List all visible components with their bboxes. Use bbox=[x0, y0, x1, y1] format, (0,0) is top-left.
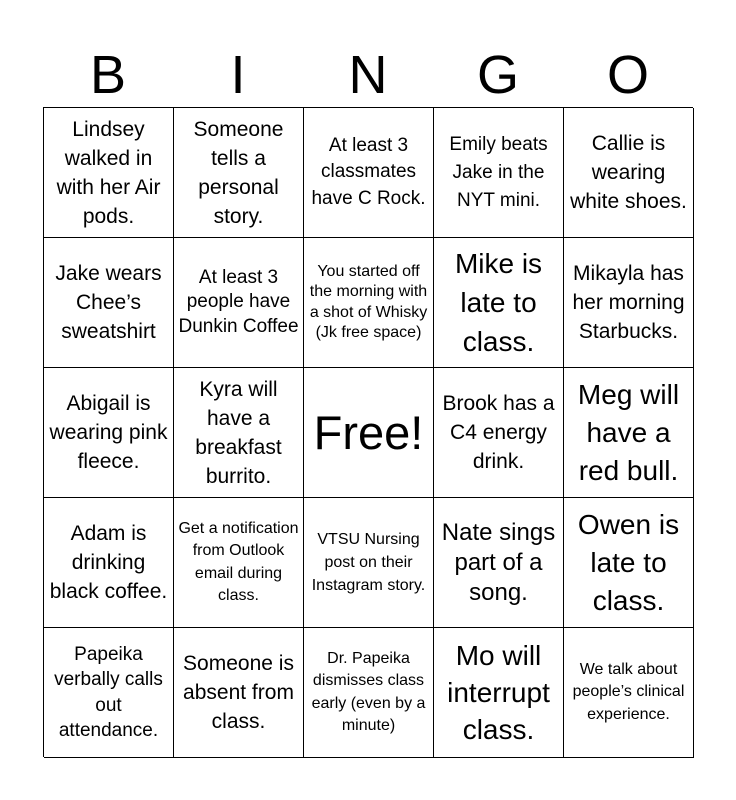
cell-text: Abigail is wearing pink fleece. bbox=[49, 392, 168, 473]
cell-text: Papeika verbally calls out attendance. bbox=[54, 643, 163, 741]
cell-text: Someone is absent from class. bbox=[183, 652, 294, 733]
bingo-cell[interactable] bbox=[434, 368, 564, 498]
bingo-cell[interactable] bbox=[44, 368, 174, 498]
bingo-cell[interactable] bbox=[174, 368, 304, 498]
bingo-cell[interactable] bbox=[564, 368, 694, 498]
bingo-cell[interactable] bbox=[174, 238, 304, 368]
cell-text: Emily beats Jake in the NYT mini. bbox=[449, 133, 548, 211]
bingo-cell[interactable] bbox=[174, 628, 304, 758]
cell-text: Get a notification from Outlook email during class. bbox=[178, 519, 299, 604]
bingo-cell[interactable] bbox=[174, 108, 304, 238]
free-space-text: Free! bbox=[313, 405, 424, 459]
cell-text: Jake wears Chee’s sweatshirt bbox=[55, 262, 162, 343]
header-letter-g: G bbox=[476, 45, 519, 105]
cell-text: Mike is late to class. bbox=[454, 248, 543, 357]
bingo-cell[interactable] bbox=[44, 108, 174, 238]
bingo-cell[interactable] bbox=[564, 238, 694, 368]
header-letter-b: B bbox=[89, 45, 127, 105]
cell-text: You started off the morning with a shot of Whisky (Jk free space) bbox=[309, 262, 428, 341]
bingo-cell[interactable] bbox=[304, 238, 434, 368]
cell-text: Dr. Papeika dismisses class early (even by a minute) bbox=[311, 649, 426, 734]
bingo-cell[interactable] bbox=[564, 108, 694, 238]
bingo-cell[interactable] bbox=[304, 108, 434, 238]
cell-text: Owen is late to class. bbox=[577, 508, 680, 616]
cell-text: Lindsey walked in with her Air pods. bbox=[56, 117, 161, 228]
bingo-cell[interactable] bbox=[564, 628, 694, 758]
cell-text: Mikayla has her morning Starbucks. bbox=[572, 262, 685, 343]
bingo-cell[interactable] bbox=[564, 498, 694, 628]
bingo-cell[interactable] bbox=[304, 498, 434, 628]
bingo-cell[interactable] bbox=[44, 498, 174, 628]
cell-text: Callie is wearing white shoes. bbox=[570, 132, 687, 213]
bingo-cell[interactable] bbox=[434, 238, 564, 368]
bingo-cell[interactable] bbox=[434, 628, 564, 758]
header-letter-o: O bbox=[606, 45, 649, 105]
cell-text: Meg will have a red bull. bbox=[577, 378, 680, 486]
bingo-cell[interactable] bbox=[304, 628, 434, 758]
cell-text: Nate sings part of a song. bbox=[441, 518, 556, 606]
cell-text: Adam is drinking black coffee. bbox=[49, 522, 168, 603]
header-letter-n: N bbox=[348, 45, 388, 105]
bingo-cell[interactable] bbox=[44, 238, 174, 368]
cell-text: VTSU Nursing post on their Instagram story. bbox=[311, 531, 426, 594]
cell-text: Brook has a C4 energy drink. bbox=[442, 392, 555, 473]
bingo-cell[interactable] bbox=[44, 628, 174, 758]
bingo-header bbox=[43, 42, 693, 108]
bingo-cell-free[interactable] bbox=[304, 368, 434, 498]
bingo-cell[interactable] bbox=[434, 108, 564, 238]
cell-text: Someone tells a personal story. bbox=[193, 117, 284, 228]
bingo-board bbox=[43, 107, 693, 757]
bingo-cell[interactable] bbox=[434, 498, 564, 628]
cell-text: At least 3 people have Dunkin Coffee bbox=[178, 266, 299, 337]
cell-text: Kyra will have a breakfast burrito. bbox=[195, 377, 282, 488]
header-letter-i: I bbox=[230, 45, 246, 105]
cell-text: At least 3 classmates have C Rock. bbox=[311, 134, 426, 209]
cell-text: We talk about people’s clinical experience. bbox=[572, 660, 685, 723]
cell-text: Mo will interrupt class. bbox=[447, 640, 550, 745]
bingo-cell[interactable] bbox=[174, 498, 304, 628]
